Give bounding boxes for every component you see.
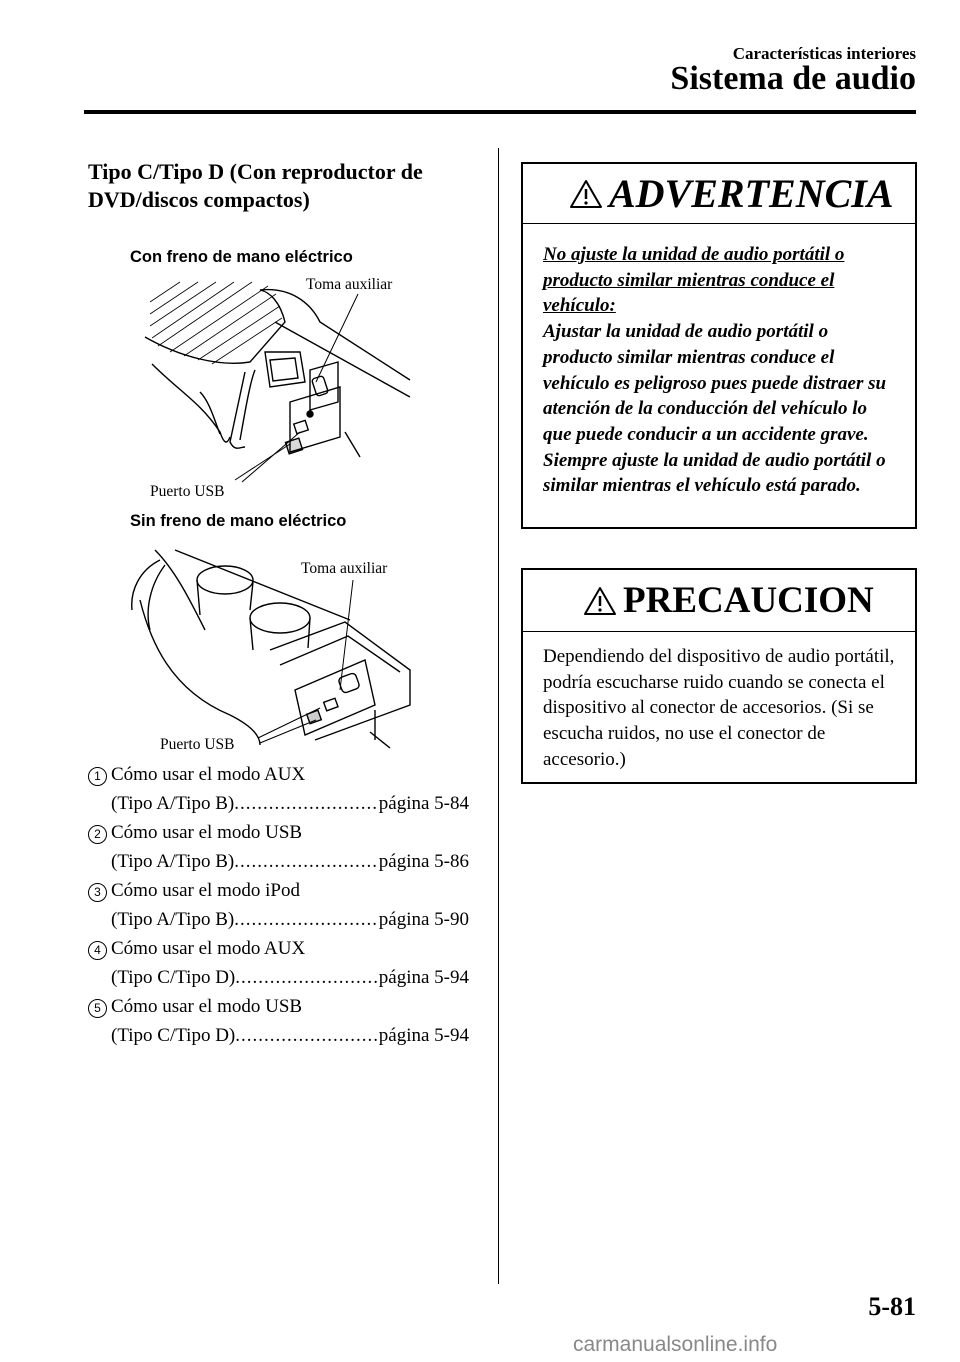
warning-text: Ajustar la unidad de audio portátil o producto similar mientras conduce el vehículo es peligroso pues puede distraer su atención de la conducción del vehículo lo que puede conducir a un accidente grave. Siempre ajuste la unidad de audio portátil o similar mientras el vehículo está parado. [543, 321, 887, 497]
list-item [88, 880, 474, 938]
list-item-title: Cómo usar el modo AUX [111, 764, 306, 785]
caution-box [521, 568, 917, 784]
caution-header [523, 570, 915, 632]
chapter-title: Sistema de audio [670, 60, 916, 97]
item-number-badge: 2 [88, 825, 107, 844]
list-item-page-ref[interactable]: página 5-84 [378, 793, 469, 814]
figure-1-console-illustration [140, 282, 420, 492]
list-item-title: Cómo usar el modo USB [111, 996, 303, 1017]
list-item-title: Cómo usar el modo iPod [111, 880, 300, 901]
item-number-badge: 4 [88, 941, 107, 960]
list-item [88, 996, 474, 1054]
leader-dots [235, 1025, 379, 1047]
warning-lead-line: vehículo: [543, 295, 616, 317]
column-divider [498, 148, 499, 1284]
list-item [88, 764, 474, 822]
list-item-page-ref[interactable]: página 5-94 [378, 967, 469, 988]
list-item-type: (Tipo A/Tipo B) [111, 793, 235, 814]
leader-dots [234, 851, 379, 873]
list-item [88, 938, 474, 996]
warning-lead-line: No ajuste la unidad de audio portátil o [543, 244, 845, 265]
warning-lead-line: producto similar mientras conduce el [543, 269, 835, 291]
warning-triangle-icon [569, 179, 603, 209]
leader-dots [234, 909, 379, 931]
warning-header [523, 164, 915, 224]
list-item-type: (Tipo C/Tipo D) [111, 967, 236, 988]
figure-1-usb-callout: Puerto USB [150, 483, 225, 500]
warning-box [521, 162, 917, 529]
item-number-badge: 1 [88, 767, 107, 786]
list-item-page-ref[interactable]: página 5-90 [378, 909, 469, 930]
reference-list [88, 764, 474, 1054]
list-item-type: (Tipo A/Tipo B) [111, 851, 235, 872]
figure-1-aux-callout: Toma auxiliar [306, 276, 393, 293]
leader-dots [235, 967, 379, 989]
list-item-page-ref[interactable]: página 5-86 [378, 851, 469, 872]
figure-2-usb-callout: Puerto USB [160, 736, 235, 753]
page-number: 5-81 [868, 1292, 916, 1321]
item-number-badge: 5 [88, 999, 107, 1018]
figure-1-label: Con freno de mano eléctrico [130, 248, 353, 266]
figure-2-console-illustration [120, 540, 410, 750]
chapter-subtitle: Características interiores [732, 44, 916, 63]
watermark-text: carmanualsonline.info [573, 1333, 778, 1356]
warning-body [543, 242, 893, 499]
leader-dots [234, 793, 379, 815]
list-item-type: (Tipo A/Tipo B) [111, 909, 235, 930]
item-number-badge: 3 [88, 883, 107, 902]
caution-triangle-icon [583, 586, 617, 616]
section-title: Tipo C/Tipo D (Con reproductor de DVD/discos compactos) [88, 159, 423, 212]
caution-text: Dependiendo del dispositivo de audio portátil, podría escucharse ruido cuando se conecta el dispositivo al conector de accesorios. (Si se escucha ruidos, no use el conector de accesorio.) [543, 646, 895, 770]
list-item [88, 822, 474, 880]
figure-2-aux-callout: Toma auxiliar [301, 560, 388, 577]
list-item-page-ref[interactable]: página 5-94 [378, 1025, 469, 1046]
list-item-type: (Tipo C/Tipo D) [111, 1025, 236, 1046]
figure-2-label: Sin freno de mano eléctrico [130, 512, 347, 530]
warning-title: ADVERTENCIA [609, 171, 894, 216]
list-item-title: Cómo usar el modo USB [111, 822, 303, 843]
header-rule [84, 110, 916, 114]
list-item-title: Cómo usar el modo AUX [111, 938, 306, 959]
caution-title: PRECAUCION [623, 580, 874, 621]
